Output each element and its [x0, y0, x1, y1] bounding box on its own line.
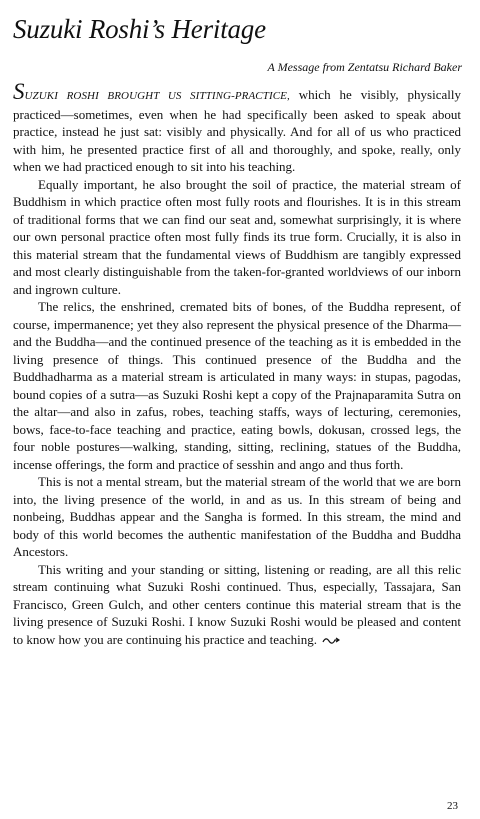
paragraph-2: Equally important, he also brought the soil of practice, the material stream of Buddhism in which practice often most fully roots and flourishes. It is in this stream of traditional forms that we can find our seat and, somewhat surprisingly, it is where our own personal practice often most fully finds its true form. Crucially, it is also in this material stream that the fundamental views of Buddhism are tangibly expressed and most clearly distinguishable from the taken-for-granted worldviews of our inborn and ingrown culture. — [13, 176, 461, 297]
paragraph-3: The relics, the enshrined, cremated bits of bones, of the Buddha represent, of course, impermanence; yet they also represent the physical presence of the Dharma—and the Buddha—and the continued presence of the teaching as it is embedded in the living presence of things. This continued presence of the Buddha and the Buddhadharma as a material stream is articulated in many ways: in stupas, pagodas, bound copies of a sutra—as Suzuki Roshi kept a copy of the Prajnaparamita Sutra on the altar—and also in zafus, robes, teaching staffs, ways of lecturing, ceremonies, bows, face-to-face teaching and practice, eating bowls, dokusan, crossed legs, the four noble postures—walking, standing, sitting, reclining, statues of the Buddha, incense offerings, the form and practice of sesshin and ango and thus forth. — [13, 299, 461, 472]
lead-in-text: UZUKI ROSHI BROUGHT US SITTING-PRACTICE, — [24, 90, 290, 102]
wavy-ornament-icon — [322, 637, 340, 645]
paragraph-4: This is not a mental stream, but the material stream of the world that we are born into, the living presence of the world, in and as us. In this stream of being and nonbeing, Buddhas appear and the Sangha is formed. In this stream, the mind and body of this world becomes the authentic manifestation of the Buddha and Buddha Ancestors. — [13, 474, 461, 559]
paragraph-1 — [13, 79, 461, 176]
paragraph-5 — [13, 561, 461, 649]
paragraph-1-text: which he visibly, physically practiced—sometimes, even when he had specifically been asked to speak about practice, instead he just sat: visibly and physically. And for all of us who practiced with him, he presented practice first of all and thoroughly, and spoke, really, only when we had practiced enough to sit into his teaching. — [13, 87, 461, 174]
article-title: Suzuki Roshi’s Heritage — [13, 14, 266, 44]
drop-initial: S — [13, 79, 25, 104]
article-byline: A Message from Zentatsu Richard Baker — [267, 60, 462, 74]
page-number: 23 — [447, 800, 458, 812]
paragraph-5-text: This writing and your standing or sitting, listening or reading, are all this relic stream continuing what Suzuki Roshi continued. Thus, especially, Tassajara, San Francisco, Green Gulch, and other centers continue this material stream that is the living presence of Suzuki Roshi. I know Suzuki Roshi would be pleased and content to know how you are continuing his practice and teaching. — [13, 561, 461, 647]
article-body — [13, 79, 461, 648]
